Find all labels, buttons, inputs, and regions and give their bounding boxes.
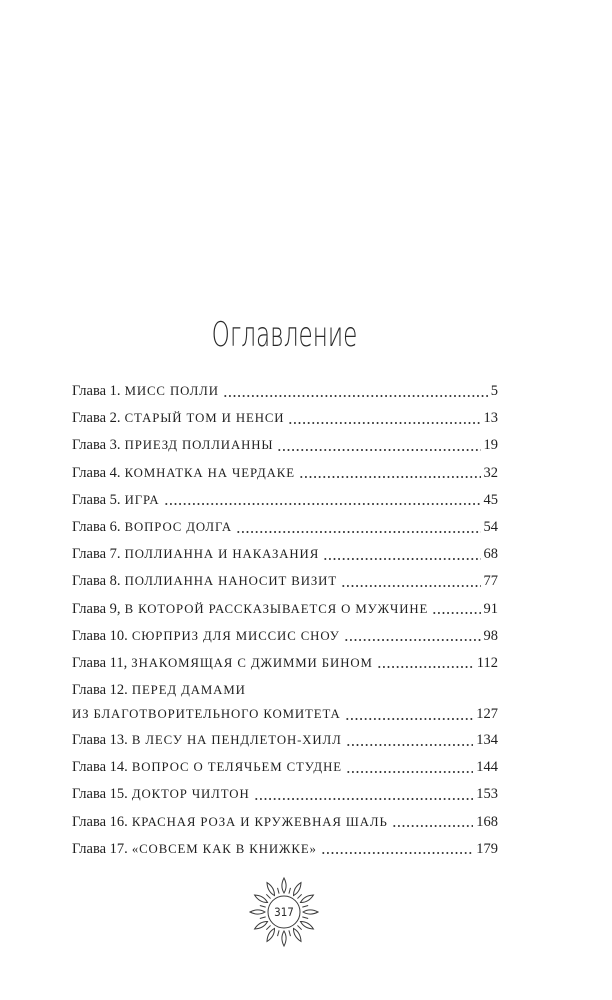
toc-entry [72,650,498,677]
dot-leader [277,432,480,459]
chapter-title: СТАРЫЙ ТОМ И НЕНСИ [124,411,285,426]
page-ref: 98 [483,627,498,644]
chapter-number: Глава 11, [72,654,128,671]
chapter-title: ВОПРОС ДОЛГА [124,519,233,534]
ornament-spike [278,930,280,936]
page-ref: 168 [476,813,498,830]
toc-entry [72,487,498,514]
chapter-title: ВОПРОС О ТЕЛЯЧЬЕМ СТУДНЕ [131,760,342,775]
chapter-number: Глава 13. [72,732,128,749]
page-ref: 68 [483,546,498,563]
chapter-number: Глава 7. [72,546,121,563]
chapter-title: КОМНАТКА НА ЧЕРДАКЕ [124,465,295,480]
page-ref: 112 [476,654,498,671]
dot-leader [432,596,480,623]
chapter-title: ПРИЕЗД ПОЛЛИАННЫ [124,438,274,453]
ornament-spike [297,925,301,929]
ornament-spike [297,894,301,898]
chapter-title: «СОВСЕМ КАК В КНИЖКЕ» [131,841,317,856]
chapter-title-line2: ИЗ БЛАГОТВОРИТЕЛЬНОГО КОМИТЕТА [72,707,341,722]
dot-leader [341,568,480,595]
chapter-number: Глава 2. [72,410,121,427]
page-ref: 13 [483,410,498,427]
chapter-number: Глава 12. [72,682,128,699]
chapter-number: Глава 10. [72,627,128,644]
chapter-title: МИСС ПОЛЛИ [124,384,219,398]
dot-leader [344,623,481,650]
page-ref: 54 [483,518,498,535]
ornament-spike [266,925,270,929]
page-ref: 153 [476,786,498,803]
chapter-number: Глава 15. [72,786,128,803]
toc-entry [72,677,498,701]
dot-leader [377,650,474,677]
chapter-title: ПЕРЕД ДАМАМИ [131,683,246,698]
chapter-number: Глава 4. [72,464,121,481]
toc-entry [72,405,498,432]
ornament-spike [278,888,280,894]
ornament-spike [266,894,270,898]
dot-leader [223,378,488,405]
ornament-ray [282,878,286,893]
chapter-title: ПОЛЛИАННА НАНОСИТ ВИЗИТ [124,574,338,589]
toc-entry [72,541,498,568]
page-ref: 19 [483,437,498,454]
page-ref: 5 [490,383,498,399]
ornament-spike [302,917,308,919]
dot-leader [299,460,481,487]
ornament-spike [289,888,291,894]
chapter-number: Глава 6. [72,518,121,535]
dot-leader [321,836,473,863]
dot-leader [345,701,474,727]
ornament-spike [302,906,308,908]
chapter-title: КРАСНАЯ РОЗА И КРУЖЕВНАЯ ШАЛЬ [131,814,388,829]
chapter-title: В ЛЕСУ НА ПЕНДЛЕТОН-ХИЛЛ [131,733,342,748]
dot-leader [392,809,474,836]
page-ref: 45 [483,491,498,508]
toc-entry [72,781,498,808]
toc-entry [72,836,498,863]
toc-entry [72,514,498,541]
chapter-title: ДОКТОР ЧИЛТОН [131,787,250,802]
chapter-title: СЮРПРИЗ ДЛЯ МИССИС СНОУ [131,628,340,643]
dot-leader [323,541,480,568]
page-ref: 77 [483,573,498,590]
ornament-spike [289,930,291,936]
chapter-number: Глава 1. [72,383,121,399]
chapter-number: Глава 17. [72,840,128,857]
ornament-ray [282,931,286,946]
dot-leader [346,754,473,781]
table-of-contents [72,378,498,863]
dot-leader [254,781,474,808]
dot-leader [346,727,474,754]
toc-entry [72,809,498,836]
page-number: 317 [274,905,294,919]
toc-entry [72,568,498,595]
toc-heading: Оглавление [211,315,358,355]
toc-entry [72,623,498,650]
chapter-title: ПОЛЛИАННА И НАКАЗАНИЯ [124,547,320,562]
dot-leader [164,487,481,514]
chapter-number: Глава 5. [72,491,121,508]
page-ref: 127 [476,706,498,723]
toc-entry [72,754,498,781]
toc-entry [72,378,498,405]
chapter-title: В КОТОРОЙ РАССКАЗЫВАЕТСЯ О МУЖЧИНЕ [124,601,429,616]
chapter-number: Глава 8. [72,573,121,590]
ornament-spike [260,917,266,919]
sun-ornament-icon [244,872,324,952]
toc-entry [72,727,498,754]
dot-leader [236,514,480,541]
chapter-number: Глава 3. [72,437,121,454]
ornament-ray [303,910,318,914]
toc-entry [72,460,498,487]
ornament-spike [260,906,266,908]
page-ref: 144 [476,759,498,776]
toc-entry [72,432,498,459]
chapter-number: Глава 9, [72,600,121,617]
page-ref: 179 [476,840,498,857]
page-ref: 32 [483,464,498,481]
dot-leader [288,405,480,432]
toc-entry-continuation [72,701,498,727]
ornament-ray [250,910,265,914]
toc-entry [72,596,498,623]
chapter-title: ИГРА [124,492,160,507]
page-ref: 134 [476,732,498,749]
chapter-number: Глава 16. [72,813,128,830]
page-ref: 91 [483,600,498,617]
chapter-title: ЗНАКОМЯЩАЯ С ДЖИММИ БИНОМ [131,655,373,670]
chapter-number: Глава 14. [72,759,128,776]
